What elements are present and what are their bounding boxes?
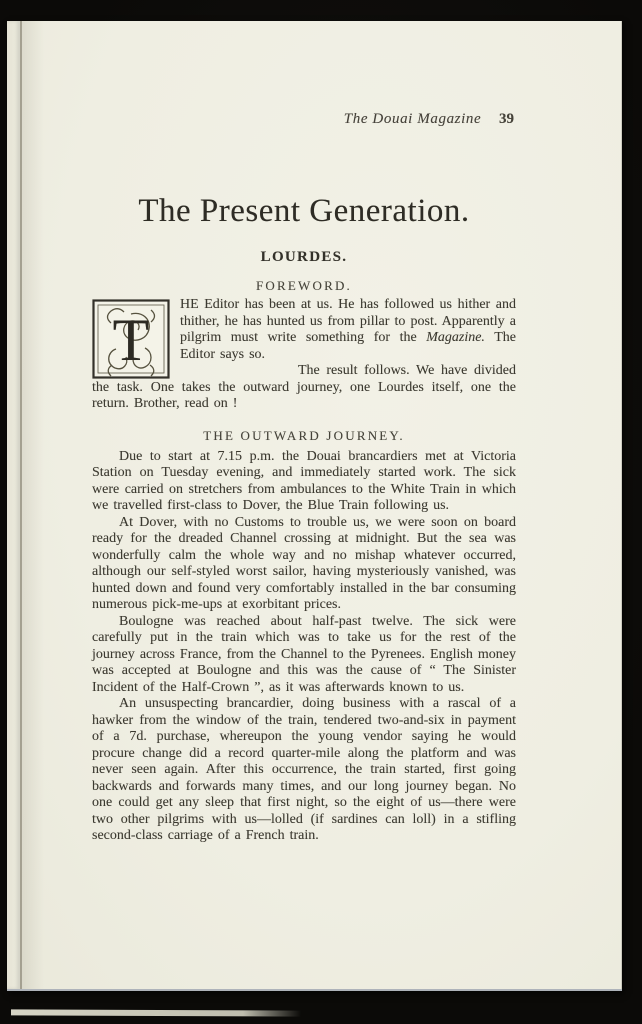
magazine-word-italic: Magazine. xyxy=(426,330,485,345)
paragraph-outward-2: At Dover, with no Customs to trouble us, we were soon on board ready for the dreaded Channel crossing at midnight. But the sea was wonderfully calm the whole way and no mishap whatever occurred, although our self-styled worst sailor, having mysteriously vanished, was hunted down and found very comfortably installed in the bar consuming numerous pick-me-ups at exorbitant prices. xyxy=(92,514,516,612)
section-heading-outward-journey: THE OUTWARD JOURNEY. xyxy=(203,427,405,443)
book-page xyxy=(7,21,622,991)
page-content xyxy=(92,111,516,845)
article-subtitle: LOURDES. xyxy=(260,249,348,265)
drop-cap-letter: T xyxy=(112,307,150,373)
paragraph-text: The Editor says so. xyxy=(180,330,516,362)
magazine-title: The Douai Magazine xyxy=(343,111,482,127)
ornamental-initial-icon xyxy=(92,299,170,379)
page-number: 39 xyxy=(499,111,514,127)
paragraph-outward-4: An unsuspecting brancardier, doing business with a rascal of a hawker from the window of the train, tendered two-and-six in payment of a 7d. purchase, whereupon the young vendor saying he would procure change did a record quarter-mile along the platform and was never seen again. After this occurrence, the train started, first going backwards and forwards many times, and our long journey began. No one could get any sleep that first night, so the eight of us—there were two other pilgrims with us—lolled (if sardines can loll) in a stifling second-class carriage of a French train. xyxy=(92,696,516,843)
paragraph-outward-3: Boulogne was reached about half-past twelve. The sick were carefully put in the train which was to take us for the rest of the journey across France, from the Channel to the Pyrenees. English money was accepted at Boulogne and this was the cause of “ The Sinister Incident of the Half-Crown ”, as it was afterwards known to us. xyxy=(92,613,516,695)
section-heading-foreword: FOREWORD. xyxy=(256,278,352,293)
paragraph-foreword-1 xyxy=(92,297,516,373)
running-header xyxy=(92,111,516,127)
page-fore-edge xyxy=(7,21,22,989)
article-title: The Present Generation. xyxy=(138,193,470,229)
page-stack-edge xyxy=(11,1009,301,1016)
page-gutter-shadow xyxy=(22,21,44,989)
paragraph-foreword-2: The result follows. We have divided the task. One takes the outward journey, one Lourdes itself, one the return. Brother, read on ! xyxy=(92,363,516,411)
paragraph-outward-1: Due to start at 7.15 p.m. the Douai brancardiers met at Victoria Station on Tuesday evening, and immediately started work. The sick were carried on stretchers from ambulances to the White Train in which we travelled first-class to Dover, the Blue Train following us. xyxy=(92,448,516,513)
paragraph-text: HE Editor has been at us. He has followed us hither and thither, he has hunted us from pillar to post. Apparently a pilgrim must write something for the xyxy=(180,297,516,345)
